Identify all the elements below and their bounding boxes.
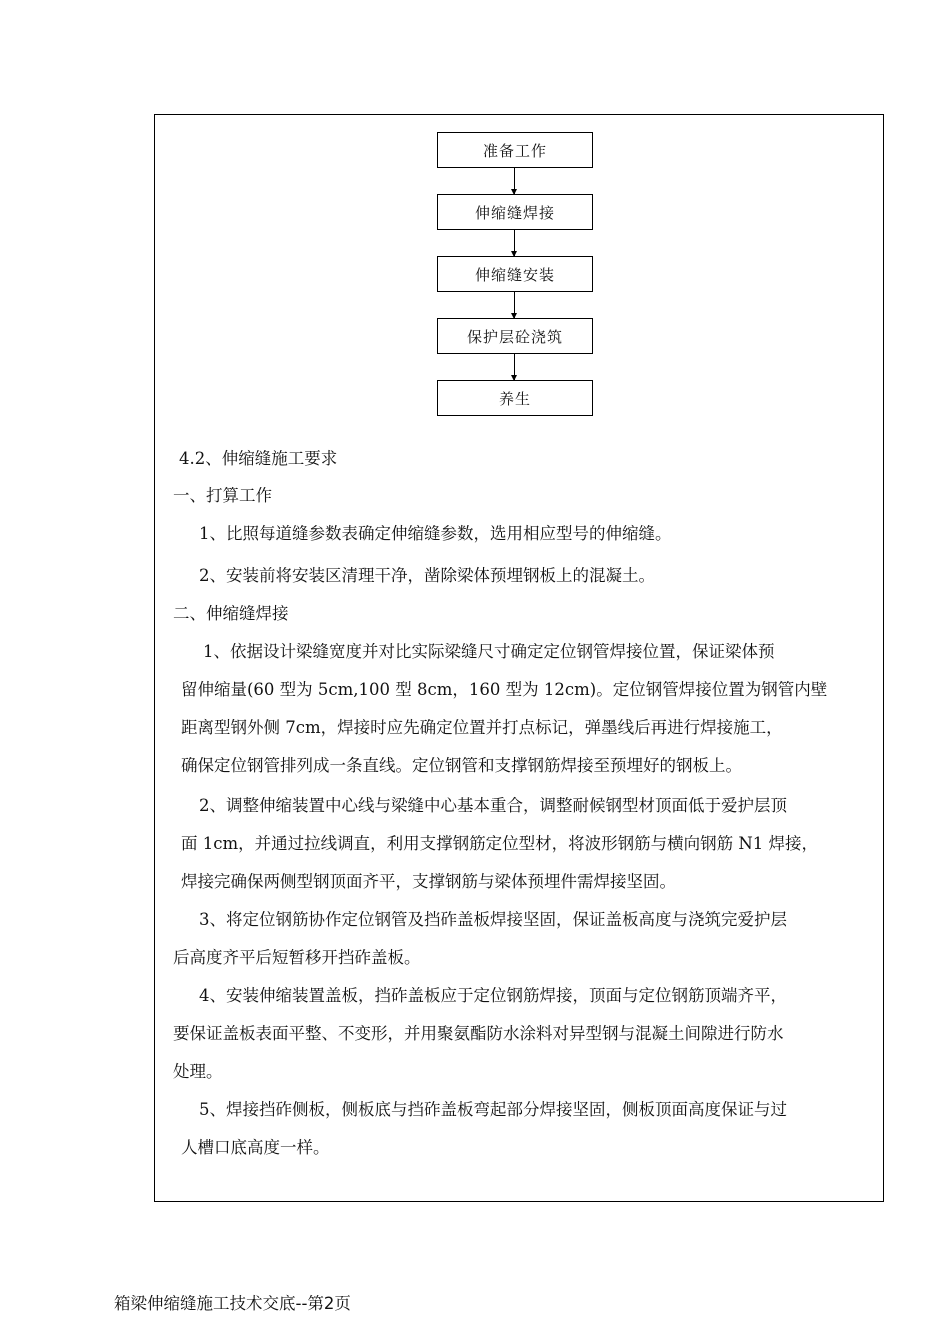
document-frame bbox=[154, 114, 884, 1202]
part2-heading: 二、伸缩缝焊接 bbox=[173, 604, 289, 623]
paragraph-line: 面 1cm，并通过拉线调直，利用支撑钢筋定位型材，将波形钢筋与横向钢筋 N1 焊接， bbox=[181, 834, 819, 853]
paragraph-line: 焊接完确保两侧型钢顶面齐平，支撑钢筋与梁体预埋件需焊接坚固。 bbox=[181, 872, 676, 891]
paragraph-line: 确保定位钢管排列成一条直线。定位钢管和支撑钢筋焊接至预埋好的钢板上。 bbox=[181, 756, 742, 775]
flow-arrow-down-icon bbox=[514, 230, 515, 256]
flow-step-concrete: 保护层砼浇筑 bbox=[437, 318, 593, 354]
paragraph-line: 4、安装伸缩装置盖板，挡砟盖板应于定位钢筋焊接，顶面与定位钢筋顶端齐平， bbox=[199, 986, 787, 1005]
paragraph-line: 1、依据设计梁缝宽度并对比实际梁缝尺寸确定定位钢管焊接位置，保证梁体预 bbox=[203, 642, 775, 661]
page-footer: 箱梁伸缩缝施工技术交底--第2页 bbox=[114, 1294, 351, 1313]
flow-arrow-down-icon bbox=[514, 168, 515, 194]
paragraph-line: 2、调整伸缩装置中心线与梁缝中心基本重合，调整耐候钢型材顶面低于爱护层顶 bbox=[199, 796, 787, 815]
flow-step-prepare: 准备工作 bbox=[437, 132, 593, 168]
paragraph-line: 3、将定位钢筋协作定位钢管及挡砟盖板焊接坚固，保证盖板高度与浇筑完爱护层 bbox=[199, 910, 787, 929]
paragraph-line: 处理。 bbox=[173, 1062, 223, 1081]
part1-item: 2、安装前将安装区清理干净，凿除梁体预埋钢板上的混凝土。 bbox=[199, 566, 655, 585]
paragraph-line: 要保证盖板表面平整、不变形，并用聚氨酯防水涂料对异型钢与混凝土间隙进行防水 bbox=[173, 1024, 784, 1043]
paragraph-line: 人槽口底高度一样。 bbox=[181, 1138, 330, 1157]
flow-arrow-down-icon bbox=[514, 292, 515, 318]
part1-heading: 一、打算工作 bbox=[173, 486, 272, 505]
flow-step-curing: 养生 bbox=[437, 380, 593, 416]
paragraph-line: 留伸缩量(60 型为 5cm,100 型 8cm，160 型为 12cm)。定位钢管焊接位置为钢管内壁 bbox=[181, 680, 828, 699]
paragraph-line: 后高度齐平后短暂移开挡砟盖板。 bbox=[173, 948, 421, 967]
flow-arrow-down-icon bbox=[514, 354, 515, 380]
section-heading: 4.2、伸缩缝施工要求 bbox=[179, 449, 338, 468]
paragraph-line: 距离型钢外侧 7cm，焊接时应先确定位置并打点标记，弹墨线后再进行焊接施工， bbox=[181, 718, 783, 737]
part1-item: 1、比照每道缝参数表确定伸缩缝参数，选用相应型号的伸缩缝。 bbox=[199, 524, 672, 543]
flow-step-install: 伸缩缝安装 bbox=[437, 256, 593, 292]
paragraph-line: 5、焊接挡砟侧板，侧板底与挡砟盖板弯起部分焊接坚固，侧板顶面高度保证与过 bbox=[199, 1100, 787, 1119]
flow-step-welding: 伸缩缝焊接 bbox=[437, 194, 593, 230]
